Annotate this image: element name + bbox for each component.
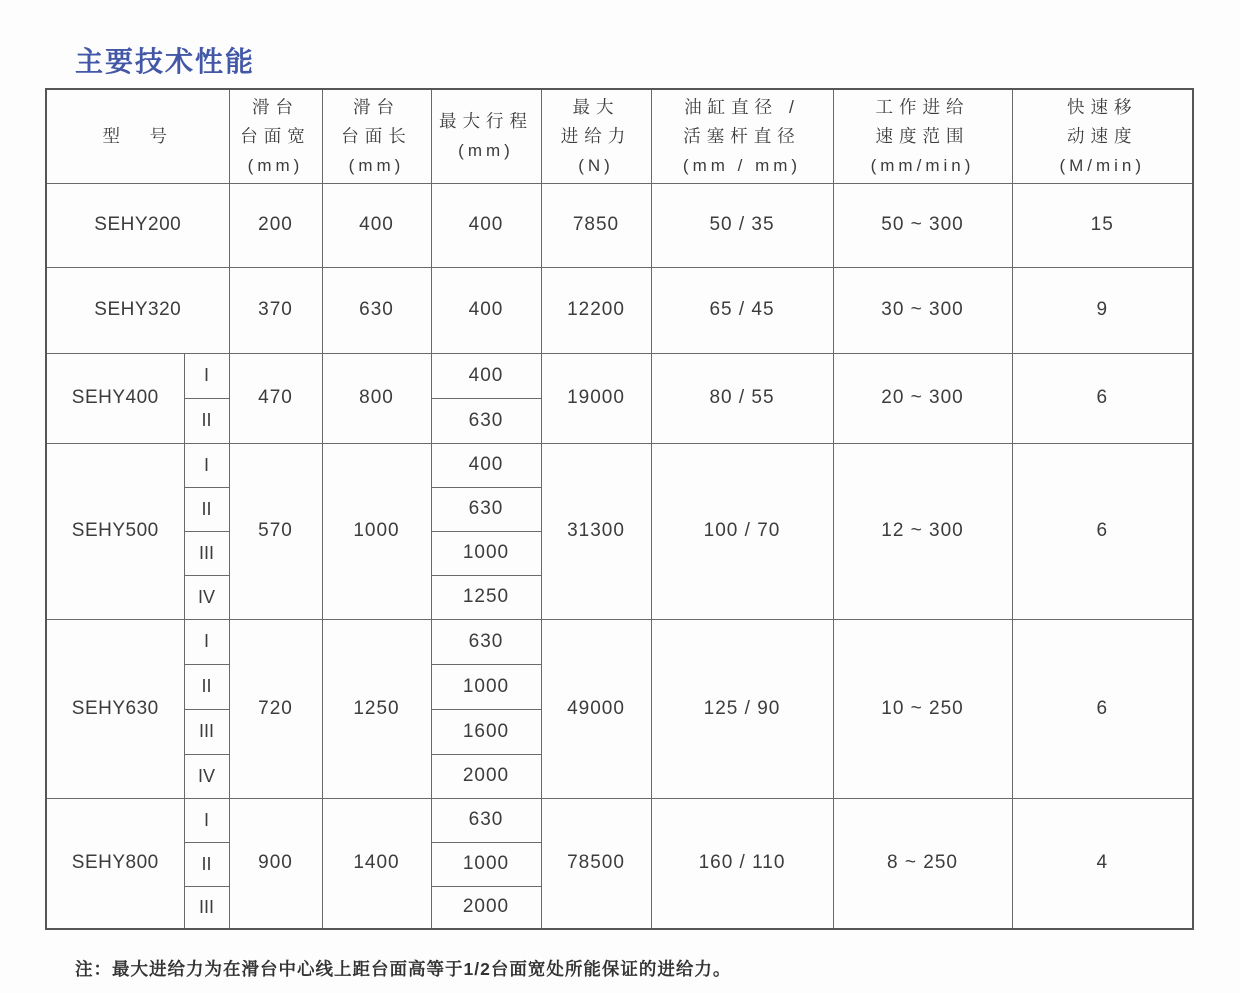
col-header-force bbox=[541, 89, 651, 183]
cylinder-cell: 160 / 110 bbox=[651, 798, 833, 929]
col-header-stroke-unit: (mm) bbox=[458, 141, 514, 161]
col-header-cylinder-line2: 活塞杆直径 bbox=[683, 125, 801, 146]
col-header-width-line1: 滑台 bbox=[252, 96, 299, 117]
force-cell: 31300 bbox=[541, 443, 651, 619]
variant-cell: III bbox=[184, 709, 229, 754]
variant-cell: IV bbox=[184, 575, 229, 619]
stroke-cell: 400 bbox=[431, 443, 541, 487]
page-title: 主要技术性能 bbox=[75, 46, 256, 77]
width-cell: 570 bbox=[229, 443, 322, 619]
col-header-rapid-line1: 快速移 bbox=[1067, 96, 1138, 117]
col-header-length bbox=[322, 89, 431, 183]
variant-cell: I bbox=[184, 798, 229, 842]
variant-cell: II bbox=[184, 664, 229, 709]
model-cell: SEHY400 bbox=[46, 353, 184, 443]
cylinder-cell: 100 / 70 bbox=[651, 443, 833, 619]
length-cell: 1250 bbox=[322, 619, 431, 798]
feed-cell: 30 ~ 300 bbox=[833, 267, 1012, 353]
footnote: 注：最大进给力为在滑台中心线上距台面高等于1/2台面宽处所能保证的进给力。 bbox=[75, 959, 732, 979]
variant-cell: I bbox=[184, 353, 229, 398]
table-row bbox=[46, 619, 1193, 664]
rapid-cell: 6 bbox=[1012, 619, 1193, 798]
length-cell: 1000 bbox=[322, 443, 431, 619]
cylinder-cell: 65 / 45 bbox=[651, 267, 833, 353]
stroke-cell: 630 bbox=[431, 487, 541, 531]
feed-cell: 20 ~ 300 bbox=[833, 353, 1012, 443]
variant-cell: II bbox=[184, 842, 229, 886]
model-cell: SEHY200 bbox=[46, 183, 229, 267]
length-cell: 400 bbox=[322, 183, 431, 267]
cylinder-cell: 125 / 90 bbox=[651, 619, 833, 798]
variant-cell: II bbox=[184, 487, 229, 531]
col-header-stroke bbox=[431, 89, 541, 183]
variant-cell: I bbox=[184, 443, 229, 487]
model-cell: SEHY320 bbox=[46, 267, 229, 353]
force-cell: 78500 bbox=[541, 798, 651, 929]
force-cell: 49000 bbox=[541, 619, 651, 798]
cylinder-cell: 50 / 35 bbox=[651, 183, 833, 267]
variant-cell: I bbox=[184, 619, 229, 664]
col-header-feed-line1: 工作进给 bbox=[875, 96, 970, 117]
length-cell: 800 bbox=[322, 353, 431, 443]
col-header-feed-line2: 速度范围 bbox=[875, 125, 970, 146]
col-header-force-line2: 进给力 bbox=[560, 125, 632, 146]
table-row bbox=[46, 183, 1193, 267]
model-cell: SEHY630 bbox=[46, 619, 184, 798]
variant-cell: III bbox=[184, 886, 229, 929]
col-header-length-line1: 滑台 bbox=[353, 96, 400, 117]
stroke-cell: 630 bbox=[431, 398, 541, 443]
length-cell: 630 bbox=[322, 267, 431, 353]
feed-cell: 12 ~ 300 bbox=[833, 443, 1012, 619]
stroke-cell: 2000 bbox=[431, 886, 541, 929]
model-cell: SEHY800 bbox=[46, 798, 184, 929]
col-header-rapid-line2: 动速度 bbox=[1067, 125, 1138, 146]
col-header-width bbox=[229, 89, 322, 183]
stroke-cell: 1000 bbox=[431, 842, 541, 886]
model-cell: SEHY500 bbox=[46, 443, 184, 619]
stroke-cell: 400 bbox=[431, 267, 541, 353]
col-header-rapid bbox=[1012, 89, 1193, 183]
stroke-cell: 1600 bbox=[431, 709, 541, 754]
col-header-force-unit: (N) bbox=[578, 155, 614, 175]
rapid-cell: 15 bbox=[1012, 183, 1193, 267]
variant-cell: IV bbox=[184, 754, 229, 798]
width-cell: 470 bbox=[229, 353, 322, 443]
width-cell: 200 bbox=[229, 183, 322, 267]
col-header-feed bbox=[833, 89, 1012, 183]
rapid-cell: 9 bbox=[1012, 267, 1193, 353]
col-header-width-line2: 台面宽 bbox=[240, 125, 311, 146]
table-row bbox=[46, 798, 1193, 842]
force-cell: 12200 bbox=[541, 267, 651, 353]
table-row bbox=[46, 353, 1193, 398]
stroke-cell: 2000 bbox=[431, 754, 541, 798]
spec-table bbox=[45, 88, 1194, 930]
table-row bbox=[46, 443, 1193, 487]
feed-cell: 50 ~ 300 bbox=[833, 183, 1012, 267]
stroke-cell: 1000 bbox=[431, 664, 541, 709]
header-row bbox=[46, 89, 1193, 183]
col-header-cylinder-unit: (mm / mm) bbox=[682, 155, 802, 175]
stroke-cell: 630 bbox=[431, 619, 541, 664]
stroke-cell: 400 bbox=[431, 183, 541, 267]
length-cell: 1400 bbox=[322, 798, 431, 929]
col-header-cylinder bbox=[651, 89, 833, 183]
col-header-model-label: 型 号 bbox=[102, 125, 173, 146]
col-header-model bbox=[46, 89, 229, 183]
col-header-length-unit: (mm) bbox=[348, 155, 405, 175]
feed-cell: 10 ~ 250 bbox=[833, 619, 1012, 798]
feed-cell: 8 ~ 250 bbox=[833, 798, 1012, 929]
rapid-cell: 6 bbox=[1012, 443, 1193, 619]
col-header-cylinder-line1: 油缸直径 / bbox=[684, 96, 800, 117]
stroke-cell: 400 bbox=[431, 353, 541, 398]
cylinder-cell: 80 / 55 bbox=[651, 353, 833, 443]
col-header-rapid-unit: (M/min) bbox=[1059, 155, 1146, 175]
rapid-cell: 4 bbox=[1012, 798, 1193, 929]
rapid-cell: 6 bbox=[1012, 353, 1193, 443]
width-cell: 370 bbox=[229, 267, 322, 353]
stroke-cell: 1000 bbox=[431, 531, 541, 575]
width-cell: 720 bbox=[229, 619, 322, 798]
stroke-cell: 630 bbox=[431, 798, 541, 842]
col-header-width-unit: (mm) bbox=[247, 155, 304, 175]
force-cell: 7850 bbox=[541, 183, 651, 267]
variant-cell: II bbox=[184, 398, 229, 443]
force-cell: 19000 bbox=[541, 353, 651, 443]
col-header-length-line2: 台面长 bbox=[341, 125, 412, 146]
col-header-stroke-line1: 最大行程 bbox=[439, 111, 533, 132]
col-header-feed-unit: (mm/min) bbox=[870, 155, 975, 175]
col-header-force-line1: 最大 bbox=[572, 96, 620, 117]
stroke-cell: 1250 bbox=[431, 575, 541, 619]
variant-cell: III bbox=[184, 531, 229, 575]
table-row bbox=[46, 267, 1193, 353]
width-cell: 900 bbox=[229, 798, 322, 929]
